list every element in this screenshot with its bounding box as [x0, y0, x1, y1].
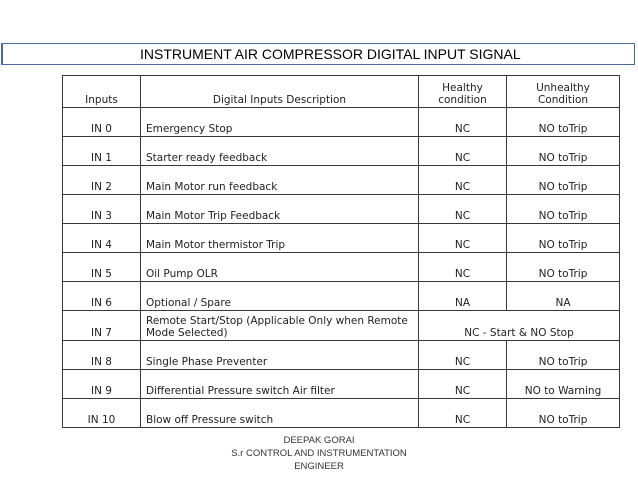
input-cell: IN 8 [63, 341, 141, 370]
digital-input-table [62, 75, 620, 428]
unhealthy-cell: NO toTrip [507, 341, 620, 370]
unhealthy-cell: NO toTrip [507, 399, 620, 428]
input-cell: IN 1 [63, 137, 141, 166]
healthy-cell: NC [419, 253, 507, 282]
unhealthy-cell: NO toTrip [507, 137, 620, 166]
table-row [63, 224, 620, 253]
unhealthy-cell: NO toTrip [507, 166, 620, 195]
healthy-cell: NC [419, 137, 507, 166]
input-cell: IN 6 [63, 282, 141, 311]
healthy-cell: NC [419, 195, 507, 224]
input-cell: IN 2 [63, 166, 141, 195]
table-header-row [63, 76, 620, 108]
slide-title-box [1, 43, 635, 65]
table-row [63, 370, 620, 399]
table-row [63, 108, 620, 137]
table-row [63, 137, 620, 166]
author-role-cont: ENGINEER [294, 461, 344, 472]
table-row [63, 195, 620, 224]
table-row [63, 311, 620, 341]
slide-title: INSTRUMENT AIR COMPRESSOR DIGITAL INPUT SIGNAL [140, 46, 521, 62]
healthy-cell: NC [419, 166, 507, 195]
description-cell: Differential Pressure switch Air filter [141, 370, 419, 399]
input-cell: IN 10 [63, 399, 141, 428]
healthy-cell: NA [419, 282, 507, 311]
description-cell: Main Motor run feedback [141, 166, 419, 195]
unhealthy-cell: NA [507, 282, 620, 311]
description-cell: Starter ready feedback [141, 137, 419, 166]
table-row [63, 399, 620, 428]
healthy-cell: NC [419, 399, 507, 428]
healthy-cell: NC [419, 108, 507, 137]
input-cell: IN 9 [63, 370, 141, 399]
author-footer [0, 434, 638, 473]
unhealthy-cell: NO toTrip [507, 224, 620, 253]
description-cell: Oil Pump OLR [141, 253, 419, 282]
healthy-cell: NC [419, 341, 507, 370]
header-healthy: Healthy condition [419, 76, 507, 108]
header-inputs: Inputs [63, 76, 141, 108]
description-cell: Main Motor thermistor Trip [141, 224, 419, 253]
description-cell: Emergency Stop [141, 108, 419, 137]
description-cell: Optional / Spare [141, 282, 419, 311]
input-cell: IN 4 [63, 224, 141, 253]
description-cell: Blow off Pressure switch [141, 399, 419, 428]
author-name: DEEPAK GORAI [283, 435, 355, 446]
table-row [63, 166, 620, 195]
input-cell: IN 7 [63, 311, 141, 341]
description-cell: Main Motor Trip Feedback [141, 195, 419, 224]
unhealthy-cell: NO toTrip [507, 195, 620, 224]
input-cell: IN 3 [63, 195, 141, 224]
input-cell: IN 0 [63, 108, 141, 137]
table-row [63, 341, 620, 370]
table-row [63, 253, 620, 282]
unhealthy-cell: NO toTrip [507, 108, 620, 137]
header-unhealthy: Unhealthy Condition [507, 76, 620, 108]
table-row [63, 282, 620, 311]
merged-condition-cell: NC - Start & NO Stop [419, 311, 620, 341]
description-cell: Remote Start/Stop (Applicable Only when Remote Mode Selected) [141, 311, 419, 341]
unhealthy-cell: NO toTrip [507, 253, 620, 282]
description-cell: Single Phase Preventer [141, 341, 419, 370]
healthy-cell: NC [419, 370, 507, 399]
input-cell: IN 5 [63, 253, 141, 282]
header-description: Digital Inputs Description [141, 76, 419, 108]
healthy-cell: NC [419, 224, 507, 253]
author-role: S.r CONTROL AND INSTRUMENTATION [231, 448, 407, 459]
unhealthy-cell: NO to Warning [507, 370, 620, 399]
